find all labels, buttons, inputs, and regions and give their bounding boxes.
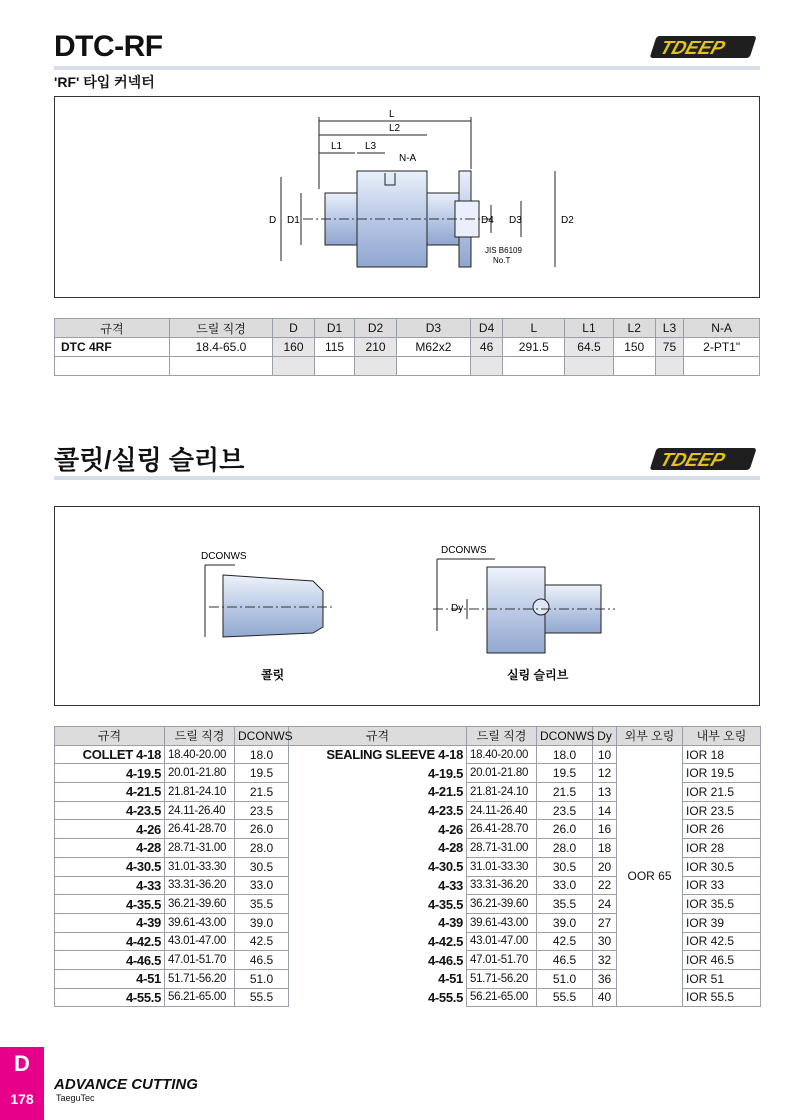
table-cell: 36.21-39.60 — [467, 895, 537, 914]
table-row — [55, 338, 760, 357]
col-header: DCONWS — [235, 727, 289, 746]
svg-text:TDEEP: TDEEP — [657, 37, 728, 59]
table-cell: 4-33 — [289, 876, 467, 895]
table-cell: 4-42.5 — [289, 932, 467, 951]
table-row — [55, 745, 761, 764]
collet-header-row — [55, 727, 761, 746]
table-cell: IOR 28 — [683, 839, 761, 858]
table-cell: IOR 39 — [683, 913, 761, 932]
table-cell: SEALING SLEEVE 4-18 — [289, 745, 467, 764]
table-cell: 33.0 — [537, 876, 593, 895]
table-cell: 47.01-51.70 — [467, 951, 537, 970]
table-cell: 28.71-31.00 — [467, 839, 537, 858]
table-cell: 36 — [593, 969, 617, 988]
table-cell: 21.81-24.10 — [165, 783, 235, 802]
connector-spec-table — [54, 318, 760, 376]
table-cell: 4-35.5 — [55, 895, 165, 914]
col-header: 규격 — [289, 727, 467, 746]
svg-text:L: L — [389, 109, 395, 120]
svg-text:JIS B6109: JIS B6109 — [485, 246, 522, 255]
table-cell: 18.0 — [235, 745, 289, 764]
table-cell: 56.21-65.00 — [467, 988, 537, 1007]
table-cell: 24 — [593, 895, 617, 914]
table-cell: 12 — [593, 764, 617, 783]
col-header: 드릴 직경 — [169, 319, 272, 338]
table-cell: 18.0 — [537, 745, 593, 764]
table-cell: 27 — [593, 913, 617, 932]
table-cell: 51.71-56.20 — [165, 969, 235, 988]
table-cell: 4-21.5 — [289, 783, 467, 802]
col-header: 드릴 직경 — [165, 727, 235, 746]
table-cell: 4-23.5 — [289, 801, 467, 820]
table-cell: COLLET 4-18 — [55, 745, 165, 764]
table-cell: 18.40-20.00 — [467, 745, 537, 764]
col-header: N-A — [684, 319, 760, 338]
table-cell: 30 — [593, 932, 617, 951]
table-cell: 28.0 — [235, 839, 289, 858]
collet-diagram-panel — [54, 506, 760, 706]
table-cell: 31.01-33.30 — [165, 857, 235, 876]
table-cell: 64.5 — [565, 338, 614, 357]
svg-text:DCONWS: DCONWS — [201, 551, 247, 562]
table-cell: 33.0 — [235, 876, 289, 895]
table-cell: 4-39 — [55, 913, 165, 932]
table-cell: 46 — [470, 338, 503, 357]
table-cell: 4-39 — [289, 913, 467, 932]
table-cell: 4-30.5 — [289, 857, 467, 876]
col-header: L2 — [613, 319, 655, 338]
table-cell: 4-51 — [289, 969, 467, 988]
table-cell: 21.81-24.10 — [467, 783, 537, 802]
svg-text:ADVANCE CUTTING: ADVANCE CUTTING — [54, 1076, 198, 1093]
collet-drawing — [55, 507, 759, 705]
table-cell: 39.0 — [537, 913, 593, 932]
table-cell: IOR 42.5 — [683, 932, 761, 951]
chapter-letter: D — [14, 1051, 30, 1076]
table-cell: 43.01-47.00 — [165, 932, 235, 951]
table-cell: 150 — [613, 338, 655, 357]
connector-diagram-panel — [54, 96, 760, 298]
table-cell: 28.71-31.00 — [165, 839, 235, 858]
col-header: D — [273, 319, 315, 338]
svg-text:콜릿: 콜릿 — [261, 668, 285, 682]
table-cell: 20.01-21.80 — [165, 764, 235, 783]
table-cell: 51.71-56.20 — [467, 969, 537, 988]
table-cell: 4-26 — [289, 820, 467, 839]
svg-text:L3: L3 — [365, 141, 377, 152]
table-cell: 13 — [593, 783, 617, 802]
table-cell: 43.01-47.00 — [467, 932, 537, 951]
collet-table-body — [55, 745, 761, 1007]
svg-text:D: D — [269, 215, 277, 226]
svg-text:D3: D3 — [509, 215, 522, 226]
connector-drawing — [55, 97, 759, 297]
svg-text:D2: D2 — [561, 215, 574, 226]
page-title: DTC-RF — [54, 30, 163, 63]
table-cell: 47.01-51.70 — [165, 951, 235, 970]
table-cell: 16 — [593, 820, 617, 839]
table-cell: 75 — [655, 338, 684, 357]
table-cell: IOR 26 — [683, 820, 761, 839]
table-cell: 18.40-20.00 — [165, 745, 235, 764]
table-cell: DTC 4RF — [55, 338, 170, 357]
svg-text:D4: D4 — [481, 215, 494, 226]
table-cell: 24.11-26.40 — [165, 801, 235, 820]
table-cell: IOR 33 — [683, 876, 761, 895]
table-cell: 26.41-28.70 — [165, 820, 235, 839]
col-header: Dy — [593, 727, 617, 746]
table-cell: M62x2 — [396, 338, 470, 357]
table-cell: 26.0 — [235, 820, 289, 839]
table-cell: 291.5 — [503, 338, 565, 357]
table-cell: 46.5 — [537, 951, 593, 970]
svg-text:No.T: No.T — [493, 256, 511, 265]
table-cell: 56.21-65.00 — [165, 988, 235, 1007]
table-cell: 55.5 — [537, 988, 593, 1007]
table-cell: 24.11-26.40 — [467, 801, 537, 820]
table-cell: 4-51 — [55, 969, 165, 988]
svg-text:TaeguTec: TaeguTec — [56, 1093, 95, 1103]
table-cell: 4-42.5 — [55, 932, 165, 951]
table-cell: 4-30.5 — [55, 857, 165, 876]
table-cell: 22 — [593, 876, 617, 895]
svg-text:L1: L1 — [331, 141, 343, 152]
table-cell: 39.61-43.00 — [165, 913, 235, 932]
tdeep-logo — [644, 444, 760, 474]
col-header: D2 — [355, 319, 397, 338]
svg-text:D1: D1 — [287, 215, 300, 226]
svg-text:실링 슬리브: 실링 슬리브 — [507, 668, 569, 682]
svg-text:DCONWS: DCONWS — [441, 545, 487, 556]
table-cell: 26.0 — [537, 820, 593, 839]
tdeep-logo — [644, 32, 760, 62]
table-cell: 32 — [593, 951, 617, 970]
table-cell: 4-26 — [55, 820, 165, 839]
table-cell: 51.0 — [235, 969, 289, 988]
section-rule — [54, 66, 760, 70]
table-cell: 4-46.5 — [55, 951, 165, 970]
table-cell: 4-23.5 — [55, 801, 165, 820]
table-cell: 4-19.5 — [289, 764, 467, 783]
table-cell: 23.5 — [235, 801, 289, 820]
table-cell: 55.5 — [235, 988, 289, 1007]
svg-text:TDEEP: TDEEP — [657, 449, 728, 471]
col-header: D1 — [314, 319, 354, 338]
table-cell: 4-28 — [55, 839, 165, 858]
svg-text:N-A: N-A — [399, 153, 417, 164]
table-cell: 18 — [593, 839, 617, 858]
table-cell: 19.5 — [235, 764, 289, 783]
table-cell: IOR 55.5 — [683, 988, 761, 1007]
table-cell: 21.5 — [235, 783, 289, 802]
col-header: D4 — [470, 319, 503, 338]
table-cell: 20.01-21.80 — [467, 764, 537, 783]
table-cell: 46.5 — [235, 951, 289, 970]
col-header: 드릴 직경 — [467, 727, 537, 746]
col-header: L3 — [655, 319, 684, 338]
col-header: 규격 — [55, 727, 165, 746]
col-header: 내부 오링 — [683, 727, 761, 746]
table-cell: 26.41-28.70 — [467, 820, 537, 839]
table-cell: 42.5 — [235, 932, 289, 951]
table-row-empty — [55, 357, 760, 376]
svg-text:Dy: Dy — [451, 603, 464, 614]
collet-sleeve-table — [54, 726, 761, 1007]
table-cell: 21.5 — [537, 783, 593, 802]
table-cell: 35.5 — [537, 895, 593, 914]
table-cell: 36.21-39.60 — [165, 895, 235, 914]
table-cell: 19.5 — [537, 764, 593, 783]
table-cell: IOR 19.5 — [683, 764, 761, 783]
table-cell: IOR 30.5 — [683, 857, 761, 876]
col-header: L1 — [565, 319, 614, 338]
table-cell: 39.61-43.00 — [467, 913, 537, 932]
table-cell: 14 — [593, 801, 617, 820]
advance-cutting-logo — [54, 1074, 204, 1104]
table-cell: 4-35.5 — [289, 895, 467, 914]
table-cell: 4-21.5 — [55, 783, 165, 802]
table-cell: 210 — [355, 338, 397, 357]
table-cell: 18.4-65.0 — [169, 338, 272, 357]
table-cell: IOR 35.5 — [683, 895, 761, 914]
table-cell: 30.5 — [235, 857, 289, 876]
table-cell: IOR 46.5 — [683, 951, 761, 970]
table-cell: 4-19.5 — [55, 764, 165, 783]
col-header: 규격 — [55, 319, 170, 338]
col-header: DCONWS — [537, 727, 593, 746]
section-title: 콜릿/실링 슬리브 — [54, 445, 245, 475]
table-cell: 40 — [593, 988, 617, 1007]
table-cell: 2-PT1" — [684, 338, 760, 357]
table-cell: 160 — [273, 338, 315, 357]
page-number: 178 — [10, 1091, 34, 1107]
table-cell: 115 — [314, 338, 354, 357]
table-cell: 20 — [593, 857, 617, 876]
table-cell: IOR 51 — [683, 969, 761, 988]
subtitle: 'RF' 타입 커넥터 — [54, 74, 155, 90]
table-cell: 10 — [593, 745, 617, 764]
table-cell: 28.0 — [537, 839, 593, 858]
chapter-tab — [0, 1047, 44, 1120]
table-cell: 4-46.5 — [289, 951, 467, 970]
svg-text:L2: L2 — [389, 123, 401, 134]
table-cell: 23.5 — [537, 801, 593, 820]
table-cell: 4-55.5 — [289, 988, 467, 1007]
table-cell: IOR 21.5 — [683, 783, 761, 802]
section-rule — [54, 476, 760, 480]
table-cell: 31.01-33.30 — [467, 857, 537, 876]
table-cell: IOR 18 — [683, 745, 761, 764]
table-cell: 4-33 — [55, 876, 165, 895]
table-cell: 33.31-36.20 — [165, 876, 235, 895]
table-cell: 42.5 — [537, 932, 593, 951]
spec-header-row — [55, 319, 760, 338]
col-header: D3 — [396, 319, 470, 338]
table-cell: 33.31-36.20 — [467, 876, 537, 895]
table-cell: 51.0 — [537, 969, 593, 988]
table-cell: 35.5 — [235, 895, 289, 914]
col-header: 외부 오링 — [617, 727, 683, 746]
table-cell: 39.0 — [235, 913, 289, 932]
table-cell: IOR 23.5 — [683, 801, 761, 820]
table-cell: 30.5 — [537, 857, 593, 876]
table-cell: 4-28 — [289, 839, 467, 858]
table-cell: 4-55.5 — [55, 988, 165, 1007]
outer-oring-cell: OOR 65 — [617, 745, 683, 1007]
col-header: L — [503, 319, 565, 338]
